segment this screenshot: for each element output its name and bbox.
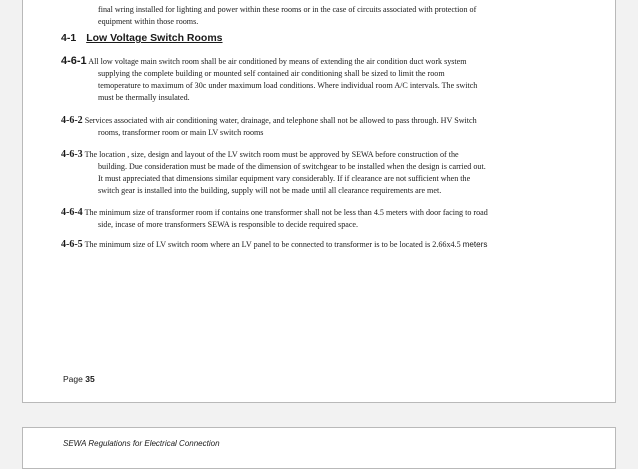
text-line: rooms, transformer room or main LV switch rooms xyxy=(98,128,264,137)
next-page xyxy=(22,427,616,469)
clause-text: The minimum size of LV switch room where an LV panel to be connected to transformer is to be located is 2.66x4.5 xyxy=(84,240,461,249)
page-label: Page xyxy=(63,374,83,384)
clause-4-6-5 xyxy=(61,239,593,251)
footer-title: SEWA Regulations for Electrical Connection xyxy=(63,439,220,448)
clause-number: 4-6-3 xyxy=(61,149,83,160)
text-line: building. Due consideration must be made of the dimension of switchgear to be installed when the design is carried out. xyxy=(98,162,486,171)
section-title: Low Voltage Switch Rooms xyxy=(86,32,223,44)
clause-text: The minimum size of transformer room if contains one transformer shall not be less than 4.5 meters with door facing to road xyxy=(84,208,488,217)
text-line xyxy=(61,55,593,68)
clause-number: 4-6-5 xyxy=(61,239,83,250)
text-line: side, incase of more transformers SEWA is responsible to decide required space. xyxy=(98,220,359,229)
text-line xyxy=(61,149,593,161)
clause-number: 4-6-2 xyxy=(61,115,83,126)
text-line: must be thermally insulated. xyxy=(98,93,190,102)
page-number-value: 35 xyxy=(85,374,95,384)
document-page xyxy=(22,0,616,403)
clause-4-6-3 xyxy=(61,149,593,197)
text-line: final wring installed for lighting and power within these rooms or in the case of circuits associated with protection of xyxy=(98,5,477,14)
text-line xyxy=(61,115,593,127)
text-line: switch gear is installed into the building, supply will not be made until all clearance requirements are met. xyxy=(98,186,442,195)
clause-text: Services associated with air conditioning water, drainage, and telephone shall not be allowed to pass through. HV Switch xyxy=(84,116,477,125)
text-line xyxy=(61,207,593,219)
section-heading xyxy=(61,32,223,44)
text-line: temoperature to maximum of 30c under maximum load conditions. Where individual room A/C intervals. The switch xyxy=(98,81,478,90)
text-line: It must appreciated that dimensions similar equipment vary considerably. If if clearance are not sufficient when the xyxy=(98,174,471,183)
clause-4-6-4 xyxy=(61,207,593,231)
clause-4-6-1 xyxy=(61,55,593,104)
intro-paragraph xyxy=(61,4,630,28)
section-number: 4-1 xyxy=(61,32,77,44)
text-line: equipment within those rooms. xyxy=(98,17,199,26)
text-line: supplying the complete building or mounted self contained air conditioning shall be sized to limit the room xyxy=(98,69,445,78)
clause-4-6-2 xyxy=(61,115,593,139)
clause-number: 4-6-1 xyxy=(61,55,87,67)
clause-text: All low voltage main switch room shall be air conditioned by means of extending the air condition duct work system xyxy=(88,57,467,66)
page-number xyxy=(63,374,95,384)
unit-text: meters xyxy=(462,240,488,249)
clause-number: 4-6-4 xyxy=(61,207,83,218)
clause-text: The location , size, design and layout of the LV switch room must be approved by SEWA before construction of the xyxy=(84,150,459,159)
text-line xyxy=(61,239,593,251)
